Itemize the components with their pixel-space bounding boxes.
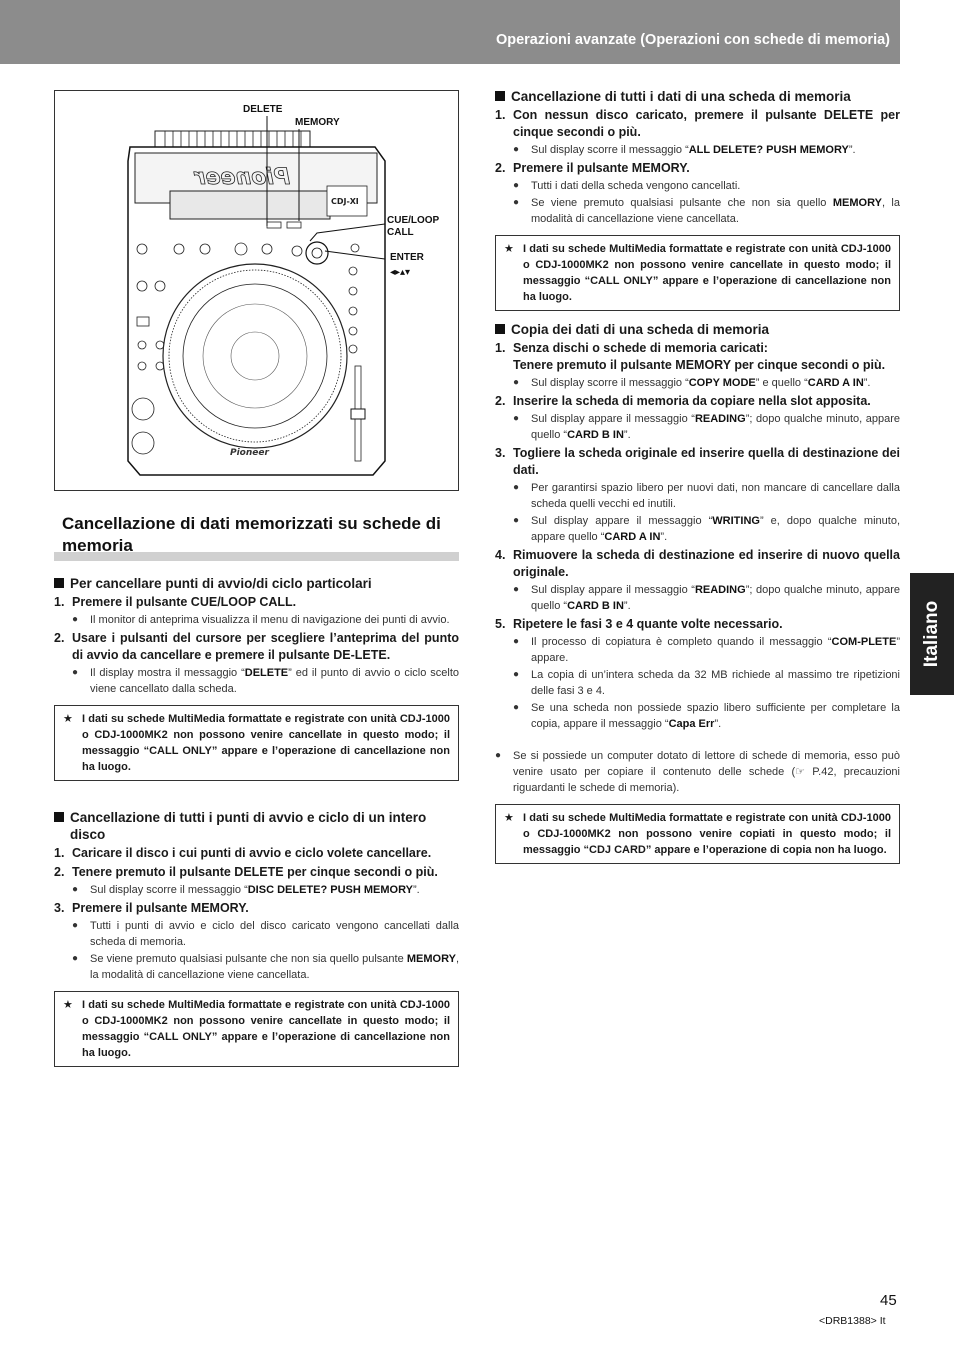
bullet-item: ● Se viene premuto qualsiasi pulsante che non sia quello pulsante MEMORY, la modalità di cancellazione viene cancellata. (72, 953, 459, 981)
bullet-icon: ● (72, 920, 79, 931)
svg-text:Pioneer: Pioneer (230, 448, 269, 458)
bullet-item-computer-reader: ● Se si possiede un computer dotato di lettore di schede di memoria, esso può venire usato per copiare il contenuto delle schede (☞ P.42, precauzioni riguardanti le schede di memoria). (495, 750, 900, 794)
right-column (495, 88, 900, 864)
figure-label-delete: DELETE (243, 104, 283, 115)
bullet-item: ● Sul display appare il messaggio “READING”; dopo qualche minuto, appare quello “CARD B IN”. (513, 584, 900, 612)
bullet-item: ● Il processo di copiatura è completo quando il messaggio “COM-PLETE” appare. (513, 636, 900, 664)
language-tab (910, 573, 954, 695)
device-figure (54, 90, 459, 491)
note-box: ★ I dati su schede MultiMedia formattate e registrate con unità CDJ-1000 o CDJ-1000MK2 non possono venire cancellate in questo modo; il messaggio “CALL ONLY” appare e l’operazione di cancellazione non ha luogo. (495, 235, 900, 311)
note-box: ★ I dati su schede MultiMedia formattate e registrate con unità CDJ-1000 o CDJ-1000MK2 non possono venire cancellate in questo modo; il messaggio “CALL ONLY” appare e l’operazione di cancellazione non ha luogo. (54, 705, 459, 781)
bullet-item: ● Se una scheda non possiede spazio libero sufficiente per completare la copia, appare il messaggio “Capa Err”. (513, 702, 900, 730)
step: 1. Senza dischi o schede di memoria caricati: Tenere premuto il pulsante MEMORY per cinque secondi o più. (495, 341, 886, 372)
square-bullet-icon (54, 812, 64, 822)
bullet-item: ● Sul display scorre il messaggio “DISC DELETE? PUSH MEMORY”. (72, 884, 420, 896)
bullet-item: ● Il display mostra il messaggio “DELETE” ed il punto di avvio o ciclo scelto viene cancellato dalla scheda. (72, 667, 459, 695)
step: 1. Con nessun disco caricato, premere il pulsante DELETE per cinque secondi o più. (495, 108, 900, 139)
step: 1. Caricare il disco i cui punti di avvio e ciclo volete cancellare. (54, 846, 432, 860)
step: 1. Premere il pulsante CUE/LOOP CALL. (54, 595, 297, 609)
star-icon: ★ (63, 713, 73, 725)
header-band (0, 0, 900, 64)
language-tab-label: Italiano (921, 600, 942, 668)
bullet-icon: ● (72, 953, 79, 964)
step: 2. Inserire la scheda di memoria da copiare nella slot apposita. (495, 394, 871, 408)
left-column (54, 90, 459, 1067)
bullet-icon: ● (513, 144, 520, 155)
figure-label-arrows: ◂▸▴▾ (390, 267, 411, 278)
note-box: ★ I dati su schede MultiMedia formattate e registrate con unità CDJ-1000 o CDJ-1000MK2 non possono venire copiati in questo modo; il messaggio “CDJ CARD” appare e l’operazione di copia non ha luogo. (495, 804, 900, 864)
bullet-item: ● Sul display appare il messaggio “WRITING” e, dopo qualche minuto, appare quello “CARD A IN”. (513, 515, 901, 543)
svg-text:Pioneer: Pioneer (194, 165, 290, 190)
bullet-item: ● Sul display appare il messaggio “READING”; dopo qualche minuto, appare quello “CARD B IN”. (513, 413, 900, 441)
bullet-item: ● La copia di un’intera scheda da 32 MB richiede al massimo tre ripetizioni delle fasi 3 e 4. (513, 669, 900, 697)
subheading-delete-all-card-data: Cancellazione di tutti i dati di una scheda di memoria (495, 88, 900, 105)
bullet-item: ● Se viene premuto qualsiasi pulsante che non sia quello MEMORY, la modalità di cancellazione viene cancellata. (513, 197, 900, 225)
star-icon: ★ (504, 812, 514, 824)
bullet-icon: ● (495, 750, 502, 761)
step: 2. Tenere premuto il pulsante DELETE per cinque secondi o più. (54, 865, 438, 879)
figure-label-enter: ENTER (390, 252, 424, 263)
figure-label-memory: MEMORY (295, 117, 340, 128)
step: 3. Togliere la scheda originale ed inserire quella di destinazione dei dati. (495, 446, 900, 477)
cdj-player-illustration (55, 91, 460, 492)
step: 3. Premere il pulsante MEMORY. (54, 901, 249, 915)
bullet-item: ● Il monitor di anteprima visualizza il menu di navigazione dei punti di avvio. (72, 614, 450, 626)
bullet-icon: ● (72, 614, 79, 625)
bullet-icon: ● (72, 667, 79, 678)
subheading-delete-points: Per cancellare punti di avvio/di ciclo particolari (54, 575, 459, 592)
step: 2. Usare i pulsanti del cursore per scegliere l’anteprima del punto di avvio da cancellare e premere il pulsante DE-LETE. (54, 631, 459, 662)
bullet-icon: ● (513, 377, 520, 388)
bullet-icon: ● (513, 197, 520, 208)
step: 5. Ripetere le fasi 3 e 4 quante volte necessario. (495, 617, 783, 631)
page-header-title: Operazioni avanzate (Operazioni con schede di memoria) (495, 32, 890, 48)
star-icon: ★ (63, 999, 73, 1011)
star-icon: ★ (504, 243, 514, 255)
bullet-item: ● Per garantirsi spazio libero per nuovi dati, non mancare di cancellare dalla scheda quelli vecchi ed inutili. (513, 482, 900, 510)
bullet-icon: ● (513, 584, 520, 595)
subheading-copy-card-data: Copia dei dati di una scheda di memoria (495, 321, 900, 338)
square-bullet-icon (495, 91, 505, 101)
bullet-item: ● Sul display scorre il messaggio “ALL DELETE? PUSH MEMORY”. (513, 144, 856, 156)
section-title: Cancellazione di dati memorizzati su schede di memoria (62, 514, 441, 555)
page-number: 45 (880, 1292, 897, 1309)
bullet-icon: ● (72, 884, 79, 895)
note-box: ★ I dati su schede MultiMedia formattate e registrate con unità CDJ-1000 o CDJ-1000MK2 non possono venire cancellate in questo modo; il messaggio “CALL ONLY” appare e l’operazione di cancellazione non ha luogo. (54, 991, 459, 1067)
step: 2. Premere il pulsante MEMORY. (495, 161, 690, 175)
document-code: <DRB1388> It (819, 1315, 886, 1327)
figure-label-cue-loop: CUE/LOOP (387, 215, 440, 226)
bullet-item: ● Sul display scorre il messaggio “COPY MODE” e quello “CARD A IN”. (513, 377, 871, 389)
bullet-icon: ● (513, 669, 520, 680)
bullet-item: ● Tutti i punti di avvio e ciclo del disco caricato vengono cancellati dalla scheda di memoria. (72, 920, 459, 948)
bullet-icon: ● (513, 515, 520, 526)
step: 4. Rimuovere la scheda di destinazione ed inserire di nuovo quella originale. (495, 548, 900, 579)
bullet-icon: ● (513, 413, 520, 424)
bullet-icon: ● (513, 636, 520, 647)
figure-label-call: CALL (387, 227, 414, 238)
square-bullet-icon (54, 578, 64, 588)
bullet-icon: ● (513, 702, 520, 713)
section-title-block (62, 513, 459, 561)
bullet-icon: ● (513, 180, 520, 191)
subheading-delete-all-disc-points: Cancellazione di tutti i punti di avvio e ciclo di un intero disco (54, 809, 459, 843)
svg-text:CDJ-Ⅺ: CDJ-Ⅺ (331, 197, 359, 206)
square-bullet-icon (495, 324, 505, 334)
bullet-item: ● Tutti i dati della scheda vengono cancellati. (513, 180, 741, 192)
bullet-icon: ● (513, 482, 520, 493)
